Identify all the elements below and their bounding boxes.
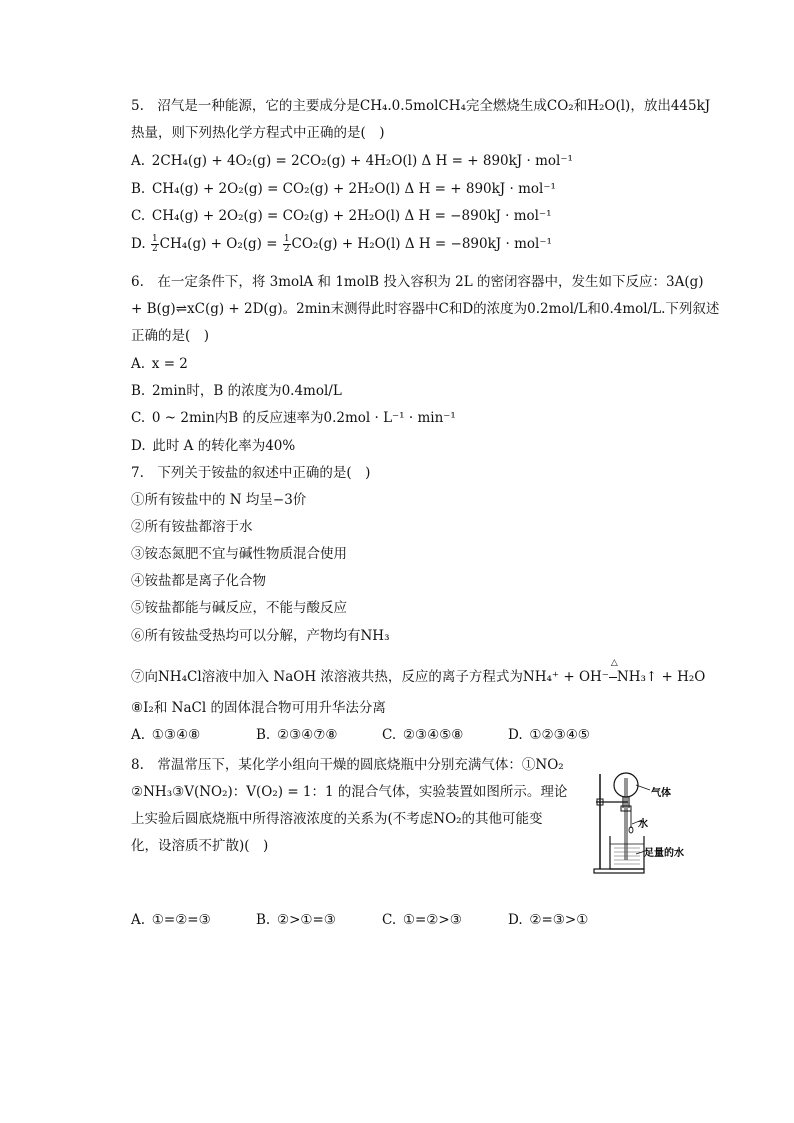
q8-stem-line4: 化，设溶质不扩散)( ): [131, 838, 269, 854]
q6-option-d: D. 此时 A 的转化率为40%: [131, 438, 296, 454]
q8-option-c: C. ①=②>③: [382, 912, 462, 928]
fraction-denominator: 2: [283, 244, 290, 254]
q7-statement-8: ⑧I₂和 NaCl 的固体混合物可用升华法分离: [131, 700, 386, 716]
q7-statement-7-lhs: ⑦向NH₄Cl溶液中加入 NaOH 浓溶液共热，反应的离子方程式为NH₄⁺ + OH⁻: [131, 669, 609, 685]
q7-option-c: C. ②③④⑤⑧: [382, 727, 464, 743]
q5-option-b: B. CH₄(g) + 2O₂(g) = CO₂(g) + 2H₂O(l) Δ H = + 890kJ · mol⁻¹: [131, 181, 556, 197]
q6-stem-line2: + B(g)⇌xC(g) + 2D(g)。2min末测得此时容器中C和D的浓度为0.2mol/L和0.4mol/L.下列叙述: [131, 301, 720, 317]
q8-stem-line1: 8. 常温常压下，某化学小组向干燥的圆底烧瓶中分别充满气体：①NO₂: [131, 757, 564, 773]
q7-statement-7-rhs: NH₃↑ + H₂O: [616, 669, 706, 685]
q7-stem: 7. 下列关于铵盐的叙述中正确的是( ): [131, 465, 371, 481]
q7-statement-6: ⑥所有铵盐受热均可以分解，产物均有NH₃: [131, 628, 390, 644]
heat-triangle-icon: △: [610, 658, 618, 668]
fraction-numerator: 1: [151, 234, 158, 244]
q5-option-d-fraction: [151, 235, 159, 254]
q7-statement-4: ④铵盐都是离子化合物: [131, 573, 266, 589]
q7-statement-3: ③铵态氮肥不宜与碱性物质混合使用: [131, 546, 347, 562]
q5-option-d-mid: CH₄(g) + O₂(g) =: [159, 236, 282, 252]
heating-arrow: [609, 658, 618, 687]
q7-statement-7: [131, 658, 706, 687]
q6-stem-line3: 正确的是( ): [131, 328, 210, 344]
q8-stem-line2: ②NH₃③V(NO₂)：V(O₂) = 1：1 的混合气体，实验装置如图所示。理论: [131, 784, 568, 800]
q8-option-a: A. ①=②=③: [131, 912, 211, 928]
q7-statement-1: ①所有铵盐中的 N 均呈−3价: [131, 492, 307, 508]
q5-option-a: A. 2CH₄(g) + 4O₂(g) = 2CO₂(g) + 4H₂O(l) Δ H = + 890kJ · mol⁻¹: [131, 153, 573, 169]
label-water: 水: [638, 819, 648, 830]
q5-option-d-prefix: D.: [131, 236, 146, 252]
q8-option-d: D. ②=③>①: [508, 912, 589, 928]
q5-stem-line1: 5. 沼气是一种能源，它的主要成分是CH₄.0.5molCH₄完全燃烧生成CO₂和H₂O(l)，放出445kJ: [131, 98, 711, 114]
q7-statement-5: ⑤铵盐都能与碱反应，不能与酸反应: [131, 600, 347, 616]
q5-option-d-rest: CO₂(g) + H₂O(l) Δ H = −890kJ · mol⁻¹: [291, 236, 552, 252]
label-enough-water: 足量的水: [644, 848, 684, 859]
q7-statement-2: ②所有铵盐都溶于水: [131, 519, 253, 535]
q5-option-c: C. CH₄(g) + 2O₂(g) = CO₂(g) + 2H₂O(l) Δ H = −890kJ · mol⁻¹: [131, 208, 552, 224]
q5-stem-line2: 热量，则下列热化学方程式中正确的是( ): [131, 125, 385, 141]
q6-option-b: B. 2min时，B 的浓度为0.4mol/L: [131, 383, 342, 399]
q7-option-d: D. ①②③④⑤: [508, 727, 590, 743]
fraction-denominator: 2: [151, 244, 158, 254]
q6-option-a: A. x = 2: [131, 356, 188, 372]
q8-stem-line3: 上实验后圆底烧瓶中所得溶液浓度的关系为(不考虑NO₂的其他可能变: [131, 811, 543, 827]
q7-option-a: A. ①③④⑧: [131, 727, 201, 743]
q5-option-d-fraction-2: [283, 235, 291, 254]
q7-option-b: B. ②③④⑦⑧: [256, 727, 338, 743]
label-gas: 气体: [651, 788, 671, 799]
fountain-experiment-apparatus: [586, 768, 696, 878]
q6-option-c: C. 0 ~ 2min内B 的反应速率为0.2mol · L⁻¹ · min⁻¹: [131, 410, 456, 426]
q6-stem-line1: 6. 在一定条件下，将 3molA 和 1molB 投入容积为 2L 的密闭容器中，发生如下反应：3A(g): [131, 274, 704, 290]
fraction-numerator: 1: [283, 234, 290, 244]
q5-option-d: [131, 234, 552, 254]
q8-option-b: B. ②>①=③: [256, 912, 336, 928]
